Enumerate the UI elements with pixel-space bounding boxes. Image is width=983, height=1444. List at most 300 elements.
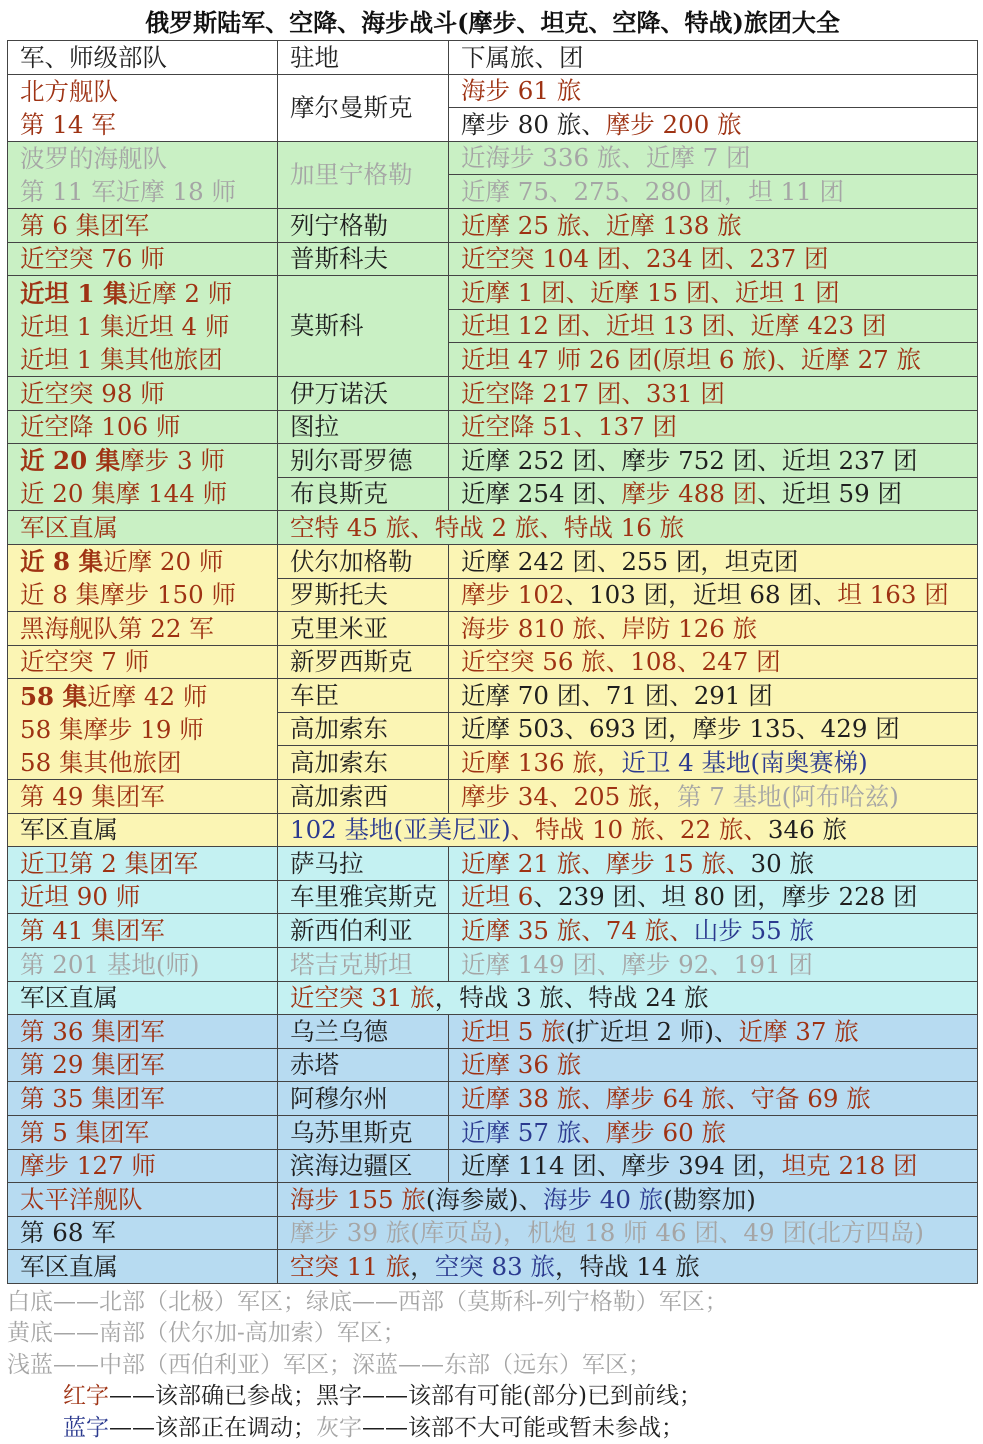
text-segment: 近空突 56 旅、108、247 团 <box>461 647 781 677</box>
unit-cell <box>8 74 278 141</box>
subunits-cell <box>449 645 978 679</box>
subunits-cell <box>449 74 978 108</box>
subunits-cell <box>449 1015 978 1049</box>
text-segment: 伊万诺沃 <box>290 378 388 408</box>
text-segment: 高加索东 <box>290 714 388 744</box>
table-row <box>8 780 978 814</box>
text-segment: 摩步 102 <box>461 580 565 610</box>
text-segment: 图拉 <box>290 412 339 442</box>
text-segment: 近摩 70 团、71 团、291 团 <box>461 680 773 710</box>
text-segment: 第 49 集团军 <box>20 781 165 811</box>
text-segment: 第 35 集团军 <box>20 1084 165 1113</box>
subunits-cell <box>449 948 978 982</box>
text-segment: 海步 155 旅 <box>290 1184 426 1214</box>
location-cell <box>278 376 449 410</box>
text-segment: 山步 55 旅 <box>693 916 814 946</box>
text-segment: 近摩 38 旅、摩步 64 旅、守备 69 旅 <box>461 1084 871 1113</box>
location-cell <box>278 477 449 511</box>
text-segment: 第 201 基地(师) <box>20 949 200 979</box>
text-segment: 第 36 集团军 <box>20 1016 165 1046</box>
unit-cell <box>8 141 278 208</box>
unit-line <box>20 680 277 713</box>
unit-line <box>20 1218 277 1247</box>
text-segment: 摩步 34、205 旅， <box>461 781 678 811</box>
location-cell <box>278 645 449 679</box>
text-segment: 近坦 5 旅 <box>461 1016 566 1046</box>
unit-cell <box>8 813 278 847</box>
unit-cell <box>8 242 278 276</box>
text-segment: 58 集其他旅团 <box>20 747 182 777</box>
text-segment: 列宁格勒 <box>290 210 388 240</box>
header-subunits: 下属旅、团 <box>449 41 978 75</box>
text-segment: 车臣 <box>290 680 339 710</box>
text-segment: 近坦 6 <box>461 882 534 912</box>
unit-line <box>20 108 277 141</box>
text-segment: 波罗的海舰队 <box>20 143 167 173</box>
table-row <box>8 847 978 881</box>
text-segment: 摩步 80 旅、 <box>461 109 606 139</box>
table-row <box>8 981 978 1015</box>
unit-line <box>20 916 277 945</box>
text-segment: 摩步 488 团 <box>621 479 758 509</box>
text-segment: ， <box>410 1251 435 1281</box>
text-segment: 蓝字 <box>63 1414 109 1441</box>
text-segment: 近摩 136 旅， <box>461 748 622 778</box>
text-segment: 军区直属 <box>20 983 118 1013</box>
table-row <box>8 1183 978 1217</box>
text-segment: 近坦 90 师 <box>20 882 141 912</box>
text-segment: 近摩 114 团、摩步 394 团， <box>461 1151 782 1181</box>
text-segment: 乌兰乌德 <box>290 1016 388 1046</box>
text-segment: 近空降 51、137 团 <box>461 412 678 442</box>
unit-cell <box>8 645 278 679</box>
subunits-cell <box>449 712 978 746</box>
unit-cell <box>8 679 278 780</box>
unit-line <box>20 545 277 578</box>
text-segment: 军区直属 <box>20 1251 118 1281</box>
text-segment: 赤塔 <box>290 1050 339 1080</box>
location-cell <box>278 1082 449 1116</box>
location-cell <box>278 208 449 242</box>
text-segment: 近坦 1 集 <box>20 278 128 308</box>
text-segment: 近摩 149 团、摩步 92、191 团 <box>461 949 813 979</box>
text-segment: 近空突 7 师 <box>20 647 150 677</box>
unit-cell <box>8 948 278 982</box>
subunits-cell <box>449 1048 978 1082</box>
text-segment: 第 14 军 <box>20 109 116 139</box>
location-cell <box>278 410 449 444</box>
text-segment: 近摩 242 团、255 团，坦克团 <box>461 546 799 576</box>
location-cell <box>278 444 449 478</box>
subunits-cell <box>449 276 978 310</box>
text-segment: 近摩 252 团、摩步 752 团、近坦 237 团 <box>461 445 918 475</box>
subunits-cell <box>449 108 978 142</box>
text-segment: 红字 <box>63 1383 109 1410</box>
table-row <box>8 1149 978 1183</box>
location-cell <box>278 1015 449 1049</box>
unit-line <box>20 310 277 343</box>
location-cell <box>278 612 449 646</box>
text-segment: ——该部确已参战；黑字——该部有可能(部分)已到前线； <box>109 1383 702 1410</box>
text-segment: 346 旅 <box>767 815 847 845</box>
unit-cell <box>8 511 278 545</box>
text-segment: 近海步 336 旅、近摩 7 团 <box>461 143 751 173</box>
subunits-cell <box>449 376 978 410</box>
text-segment: 近空降 106 师 <box>20 412 181 442</box>
subunits-cell <box>449 880 978 914</box>
legend-line <box>7 1413 978 1444</box>
subunits-cell <box>449 578 978 612</box>
text-segment: 摩步 39 旅(库页岛)，机炮 18 师 46 团、49 团(北方四岛) <box>290 1218 924 1248</box>
text-segment: 军区直属 <box>20 512 118 542</box>
text-segment: 乌苏里斯克 <box>290 1117 413 1147</box>
unit-cell <box>8 410 278 444</box>
text-segment: 伏尔加格勒 <box>290 546 413 576</box>
legend-line <box>7 1318 978 1350</box>
text-segment: 近摩 75、275、280 团，坦 11 团 <box>461 176 845 206</box>
unit-cell <box>8 276 278 377</box>
table-row <box>8 914 978 948</box>
unit-cell <box>8 880 278 914</box>
unit-line <box>20 142 277 175</box>
text-segment: 近 20 集 <box>20 446 121 476</box>
table-row <box>8 511 978 545</box>
table-row <box>8 444 978 478</box>
legend-line <box>7 1381 978 1413</box>
text-segment: 第 11 军近摩 18 师 <box>20 176 237 206</box>
unit-line <box>20 614 277 643</box>
text-segment: 克里米亚 <box>290 613 388 643</box>
unit-cell <box>8 612 278 646</box>
location-cell <box>278 1116 449 1150</box>
text-segment: 海步 40 旅 <box>542 1184 664 1214</box>
unit-line <box>20 815 277 844</box>
text-segment: 近摩 1 团、近摩 15 团、近坦 1 团 <box>461 277 840 307</box>
table-row <box>8 813 978 847</box>
subunits-cell <box>449 847 978 881</box>
text-segment: 别尔哥罗德 <box>290 445 413 475</box>
text-segment: 第 7 基地(阿布哈兹) <box>677 781 899 811</box>
text-segment: 30 旅 <box>750 848 814 878</box>
unit-line <box>20 746 277 779</box>
text-segment: 莫斯科 <box>290 311 364 341</box>
subunits-cell <box>278 511 978 545</box>
text-segment: 新罗西斯克 <box>290 647 413 677</box>
text-segment: 车里雅宾斯克 <box>290 882 437 912</box>
unit-line <box>20 75 277 108</box>
text-segment: 近坦 1 集其他旅团 <box>20 344 223 374</box>
text-segment: 近摩 35 旅、74 旅、 <box>461 916 694 946</box>
location-cell <box>278 544 449 578</box>
text-segment: 空突 11 旅 <box>290 1251 411 1281</box>
unit-line <box>20 1118 277 1147</box>
location-cell <box>278 578 449 612</box>
text-segment: 黄底——南部（伏尔加-高加索）军区； <box>7 1320 406 1347</box>
subunits-cell <box>449 746 978 780</box>
text-segment: 塔吉克斯坦 <box>290 949 413 979</box>
text-segment: 、239 团、坦 80 团，摩步 228 团 <box>533 882 918 912</box>
subunits-cell <box>449 679 978 713</box>
unit-cell <box>8 914 278 948</box>
text-segment: 灰字 <box>316 1414 362 1441</box>
text-segment: 近摩 36 旅 <box>461 1050 582 1080</box>
text-segment: 近卫第 2 集团军 <box>20 848 199 878</box>
document <box>7 5 978 1444</box>
text-segment: 高加索西 <box>290 781 388 811</box>
text-segment: (海参崴)、 <box>425 1184 543 1214</box>
text-segment: 近空突 104 团、234 团、237 团 <box>461 244 829 274</box>
location-cell <box>278 242 449 276</box>
table-row <box>8 74 978 108</box>
text-segment: 近摩 42 师 <box>87 681 208 711</box>
text-segment: 近空突 98 师 <box>20 378 165 408</box>
text-segment: 军区直属 <box>20 815 118 845</box>
text-segment: 滨海边疆区 <box>290 1151 413 1181</box>
unit-cell <box>8 1149 278 1183</box>
unit-cell <box>8 544 278 611</box>
unit-cell <box>8 1015 278 1049</box>
subunits-cell <box>449 208 978 242</box>
text-segment: 罗斯托夫 <box>290 580 388 610</box>
unit-cell <box>8 208 278 242</box>
unit-line <box>20 1050 277 1079</box>
text-segment: 北方舰队 <box>20 76 118 106</box>
unit-cell <box>8 1116 278 1150</box>
text-segment: 、特战 10 旅、22 旅、 <box>510 815 768 845</box>
text-segment: 近空突 31 旅 <box>290 983 435 1013</box>
subunits-cell <box>449 141 978 175</box>
text-segment: 坦克 218 团 <box>781 1151 918 1181</box>
location-cell <box>278 847 449 881</box>
table-row <box>8 208 978 242</box>
subunits-cell <box>449 444 978 478</box>
unit-line <box>20 477 277 510</box>
text-segment: 近卫 4 基地(南奥赛梯) <box>621 748 868 778</box>
text-segment: (勘察加) <box>663 1184 756 1214</box>
unit-line <box>20 1185 277 1214</box>
table-row <box>8 948 978 982</box>
header-unit: 军、师级部队 <box>8 41 278 75</box>
unit-line <box>20 950 277 979</box>
text-segment: 阿穆尔州 <box>290 1084 388 1113</box>
text-segment: 近摩 2 师 <box>127 278 233 308</box>
text-segment: 近空降 217 团、331 团 <box>461 378 725 408</box>
subunits-cell <box>449 780 978 814</box>
unit-line <box>20 444 277 477</box>
unit-line <box>20 1084 277 1113</box>
text-segment: 白底——北部（北极）军区；绿底——西部（莫斯科-列宁格勒）军区； <box>7 1288 728 1315</box>
unit-line <box>20 277 277 310</box>
header-location: 驻地 <box>278 41 449 75</box>
unit-cell <box>8 1250 278 1284</box>
text-segment: 、近坦 59 团 <box>757 479 902 509</box>
text-segment: 近摩 37 旅 <box>738 1016 859 1046</box>
text-segment: 第 5 集团军 <box>20 1117 150 1147</box>
table-row <box>8 1116 978 1150</box>
unit-cell <box>8 1216 278 1250</box>
location-cell <box>278 74 449 141</box>
table-header-row <box>8 41 978 75</box>
unit-line <box>20 578 277 611</box>
location-cell <box>278 1048 449 1082</box>
text-segment: 普斯科夫 <box>290 244 388 274</box>
text-segment: 近坦 47 师 26 团(原坦 6 旅)、近摩 27 旅 <box>461 344 922 374</box>
table-row <box>8 242 978 276</box>
subunits-cell <box>449 914 978 948</box>
text-segment: 摩步 200 旅 <box>605 109 742 139</box>
text-segment: 摩步 127 师 <box>20 1151 156 1181</box>
legend-line <box>7 1350 978 1382</box>
text-segment: 近摩 254 团、 <box>461 479 622 509</box>
subunits-cell <box>449 612 978 646</box>
table-row <box>8 1250 978 1284</box>
unit-line <box>20 647 277 676</box>
table-row <box>8 645 978 679</box>
text-segment: 、摩步 60 旅 <box>581 1117 727 1147</box>
unit-line <box>20 513 277 542</box>
location-cell <box>278 679 449 713</box>
unit-cell <box>8 444 278 511</box>
location-cell <box>278 276 449 377</box>
subunits-cell <box>449 477 978 511</box>
subunits-cell <box>278 813 978 847</box>
text-segment: 近空突 76 师 <box>20 244 165 274</box>
text-segment: ——该部正在调动； <box>109 1414 316 1441</box>
text-segment: 新西伯利亚 <box>290 916 413 946</box>
text-segment: 浅蓝——中部（西伯利亚）军区；深蓝——东部（远东）军区； <box>7 1351 651 1378</box>
text-segment: 海步 61 旅 <box>461 76 582 106</box>
subunits-cell <box>449 410 978 444</box>
unit-cell <box>8 376 278 410</box>
text-segment: 摩尔曼斯克 <box>290 92 413 122</box>
location-cell <box>278 712 449 746</box>
unit-cell <box>8 1183 278 1217</box>
unit-cell <box>8 981 278 1015</box>
unit-cell <box>8 780 278 814</box>
table-row <box>8 141 978 175</box>
text-segment: 、103 团，近坦 68 团、 <box>564 580 838 610</box>
subunits-cell <box>449 175 978 209</box>
unit-line <box>20 1017 277 1046</box>
location-cell <box>278 948 449 982</box>
table-row <box>8 276 978 310</box>
subunits-cell <box>278 1250 978 1284</box>
table-row <box>8 1048 978 1082</box>
unit-line <box>20 379 277 408</box>
table-row <box>8 1015 978 1049</box>
text-segment: 海步 810 旅、岸防 126 旅 <box>461 613 758 643</box>
text-segment: 太平洋舰队 <box>20 1184 143 1214</box>
table-row <box>8 410 978 444</box>
table-row <box>8 679 978 713</box>
location-cell <box>278 780 449 814</box>
subunits-cell <box>449 1082 978 1116</box>
unit-line <box>20 1252 277 1281</box>
unit-line <box>20 983 277 1012</box>
subunits-cell <box>449 544 978 578</box>
text-segment: 高加索东 <box>290 748 388 778</box>
text-segment: 第 68 军 <box>20 1218 116 1248</box>
text-segment: 第 29 集团军 <box>20 1050 165 1080</box>
text-segment: 近摩 25 旅、近摩 138 旅 <box>461 210 742 240</box>
subunits-cell <box>449 1116 978 1150</box>
text-segment: 坦 163 团 <box>837 580 949 610</box>
text-segment: 加里宁格勒 <box>290 160 413 190</box>
unit-cell <box>8 1048 278 1082</box>
text-segment: 近坦 1 集近坦 4 师 <box>20 311 230 341</box>
table-row <box>8 1216 978 1250</box>
text-segment: 空突 83 旅 <box>434 1251 556 1281</box>
text-segment: 近摩 20 师 <box>103 547 224 576</box>
text-segment: (扩近坦 2 师)、 <box>565 1016 739 1046</box>
unit-line <box>20 849 277 878</box>
text-segment: 黑海舰队第 22 军 <box>20 613 214 643</box>
unit-line <box>20 882 277 911</box>
text-segment: 萨马拉 <box>290 848 364 878</box>
unit-line <box>20 244 277 273</box>
table-row <box>8 880 978 914</box>
subunits-cell <box>278 1183 978 1217</box>
subunits-cell <box>278 1216 978 1250</box>
text-segment: 摩步 3 师 <box>120 446 225 476</box>
unit-cell <box>8 1082 278 1116</box>
subunits-cell <box>449 309 978 343</box>
subunits-cell <box>449 242 978 276</box>
unit-line <box>20 343 277 376</box>
location-cell <box>278 141 449 208</box>
text-segment: ，特战 3 旅、特战 24 旅 <box>434 983 709 1013</box>
unit-line <box>20 782 277 811</box>
subunits-cell <box>449 1149 978 1183</box>
text-segment: 近摩 57 旅 <box>461 1117 582 1147</box>
unit-line <box>20 175 277 208</box>
text-segment: 58 集 <box>20 681 88 711</box>
location-cell <box>278 880 449 914</box>
table-row <box>8 1082 978 1116</box>
text-segment: 近摩 21 旅、摩步 15 旅、 <box>461 848 751 878</box>
table-row <box>8 612 978 646</box>
unit-line <box>20 211 277 240</box>
unit-line <box>20 1151 277 1180</box>
subunits-cell <box>278 981 978 1015</box>
text-segment: ，特战 14 旅 <box>555 1251 700 1281</box>
legend-line <box>7 1287 978 1319</box>
text-segment: 58 集摩步 19 师 <box>20 714 204 744</box>
table-row <box>8 544 978 578</box>
location-cell <box>278 914 449 948</box>
table-row <box>8 376 978 410</box>
units-table <box>7 40 978 1284</box>
text-segment: 近坦 12 团、近坦 13 团、近摩 423 团 <box>461 311 887 341</box>
text-segment: 空特 45 旅、特战 2 旅、特战 16 旅 <box>290 512 685 542</box>
location-cell <box>278 1149 449 1183</box>
text-segment: 布良斯克 <box>290 479 388 509</box>
unit-line <box>20 412 277 441</box>
legend <box>7 1287 978 1444</box>
text-segment: 102 基地(亚美尼亚) <box>290 815 511 845</box>
text-segment: 第 41 集团军 <box>20 916 165 946</box>
text-segment: 近 20 集摩 144 师 <box>20 479 228 509</box>
unit-cell <box>8 847 278 881</box>
subunits-cell <box>449 343 978 377</box>
page-title: 俄罗斯陆军、空降、海步战斗(摩步、坦克、空降、特战)旅团大全 <box>145 8 840 37</box>
location-cell <box>278 746 449 780</box>
text-segment: ——该部不大可能或暂未参战； <box>362 1414 684 1441</box>
text-segment: 近 8 集 <box>20 547 104 576</box>
text-segment: 近 8 集摩步 150 师 <box>20 580 237 609</box>
unit-line <box>20 713 277 746</box>
text-segment: 第 6 集团军 <box>20 210 150 240</box>
